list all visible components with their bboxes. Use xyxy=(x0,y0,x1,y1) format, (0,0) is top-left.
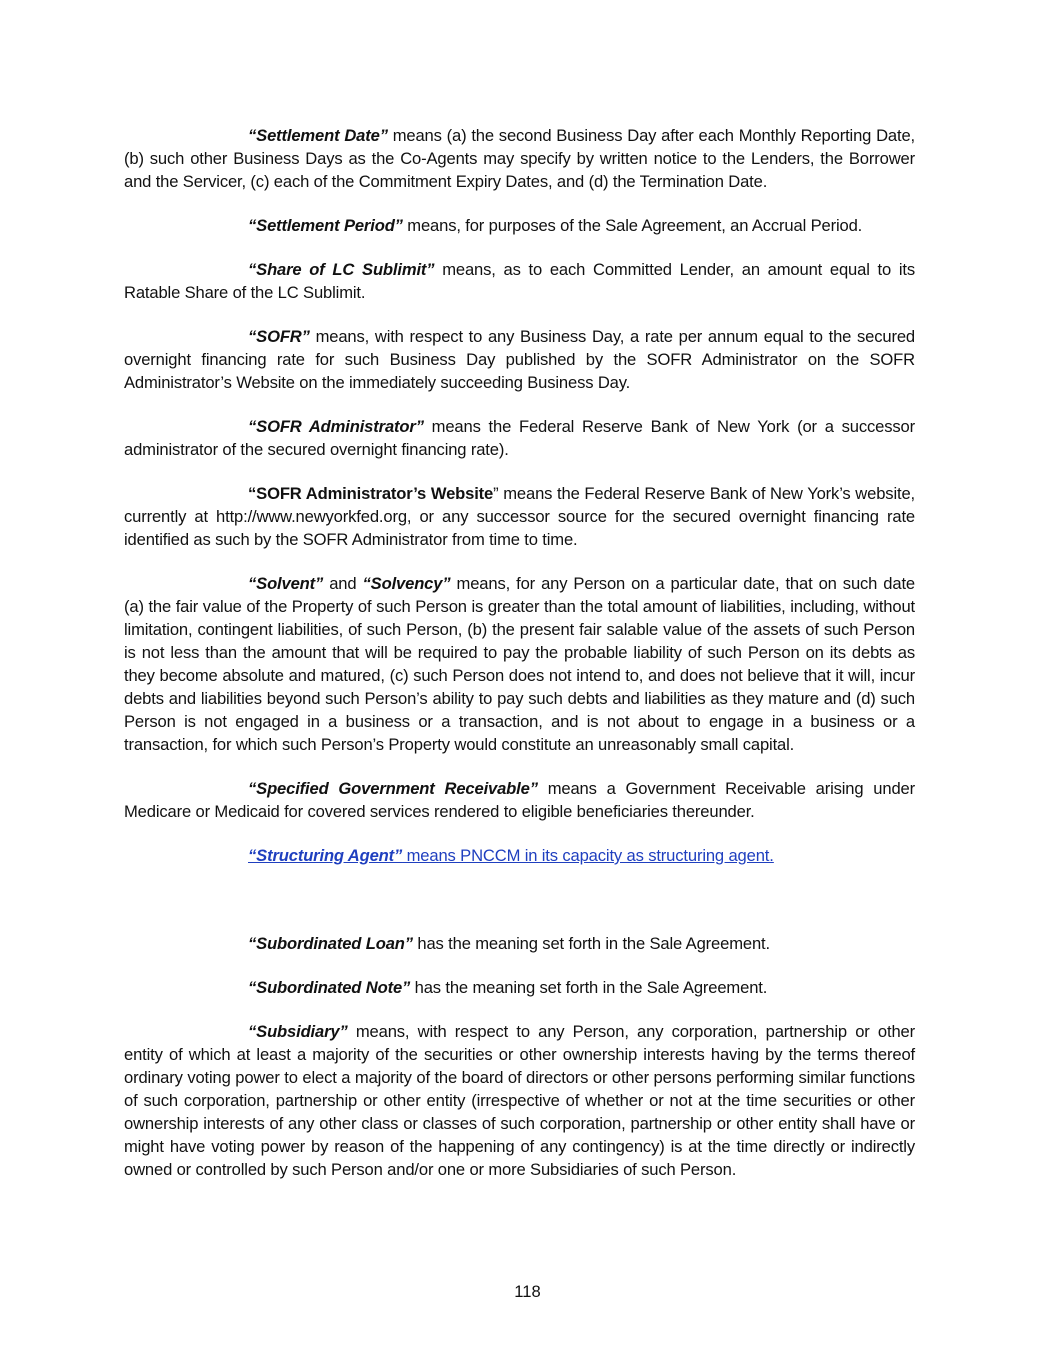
defined-term: “Subsidiary” xyxy=(248,1022,348,1041)
definition-text: means PNCCM in its capacity as structuring agent. xyxy=(402,846,774,865)
definition-settlement-date xyxy=(124,124,915,193)
defined-term: “Settlement Date” xyxy=(248,126,388,145)
definition-subordinated-loan xyxy=(124,932,915,955)
defined-term: “SOFR” xyxy=(248,327,310,346)
definition-text: means a Government Receivable arising under Medicare or Medicaid for covered services rendered to eligible beneficiaries thereunder. xyxy=(124,779,915,821)
definition-text: means the Federal Reserve Bank of New York (or a successor administrator of the secured overnight financing rate). xyxy=(124,417,915,459)
defined-term: “SOFR Administrator” xyxy=(248,417,424,436)
document-page xyxy=(124,124,915,1202)
defined-term: “Specified Government Receivable” xyxy=(248,779,538,798)
definition-sofr-administrators-website xyxy=(124,482,915,551)
definition-text: ” means the Federal Reserve Bank of New York’s website, currently at http://www.newyorkfed.org, or any successor source for the secured overnight financing rate identified as such by the SOFR Administrator from time to time. xyxy=(124,484,915,549)
structuring-agent-link[interactable] xyxy=(248,846,774,865)
blank-space xyxy=(124,888,915,932)
defined-term: “Settlement Period” xyxy=(248,216,403,235)
definition-structuring-agent xyxy=(124,844,915,867)
defined-term: “Subordinated Note” xyxy=(248,978,411,997)
defined-term: “SOFR Administrator’s Website xyxy=(248,484,494,503)
definition-share-of-lc-sublimit xyxy=(124,258,915,304)
definition-sofr xyxy=(124,325,915,394)
definition-subsidiary xyxy=(124,1020,915,1181)
definition-settlement-period xyxy=(124,214,915,237)
defined-term: “Share of LC Sublimit” xyxy=(248,260,435,279)
definition-text: means (a) the second Business Day after each Monthly Reporting Date, (b) such other Business Days as the Co-Agents may specify by written notice to the Lenders, the Borrower and the Servicer, (c) each of the Commitment Expiry Dates, and (d) the Termination Date. xyxy=(124,126,916,191)
definition-text: means, for purposes of the Sale Agreement, an Accrual Period. xyxy=(402,216,863,235)
definition-subordinated-note xyxy=(124,976,915,999)
definition-text: means, for any Person on a particular date, that on such date (a) the fair value of the Property of such Person is greater than the total amount of liabilities, including, without limitation, contingent liabilities, of such Person, (b) the present fair salable value of the assets of such Person is not less than the amount that will be required to pay the probable liability of such Person on its debts as they become absolute and matured, (c) such Person does not intend to, and does not believe that it will, incur debts and liabilities beyond such Person’s ability to pay such debts and liabilities as they mature and (d) such Person is not engaged in a business or a transaction, and is not about to engage in a business or a transaction, for which such Person’s Property would constitute an unreasonably small capital. xyxy=(124,574,915,754)
definition-text: means, with respect to any Business Day, a rate per annum equal to the secured overnight financing rate for such Business Day published by the SOFR Administrator on the SOFR Administrator’s Website on the immediately succeeding Business Day. xyxy=(124,327,915,392)
defined-term: “Solvency” xyxy=(362,574,451,593)
definition-specified-government-receivable xyxy=(124,777,915,823)
definition-solvent xyxy=(124,572,915,756)
definition-text: means, with respect to any Person, any corporation, partnership or other entity of which at least a majority of the securities or other ownership interests having by the terms thereof ordinary voting power to elect a majority of the board of directors or other persons performing similar functions of such corporation, partnership or other entity (irrespective of whether or not at the time securities or other ownership interests of any other class or classes of such corporation, partnership or other entity shall have or might have voting power by reason of the happening of any contingency) is at the time directly or indirectly owned or controlled by such Person and/or one or more Subsidiaries of such Person. xyxy=(124,1022,915,1179)
definition-sofr-administrator xyxy=(124,415,915,461)
defined-term: “Solvent” xyxy=(248,574,324,593)
definition-text: has the meaning set forth in the Sale Agreement. xyxy=(412,934,770,953)
page-number: 118 xyxy=(514,1282,541,1301)
definition-text: has the meaning set forth in the Sale Agreement. xyxy=(410,978,768,997)
definition-connector: and xyxy=(323,574,363,593)
definition-text: means, as to each Committed Lender, an amount equal to its Ratable Share of the LC Sublimit. xyxy=(124,260,915,302)
defined-term: “Structuring Agent” xyxy=(248,846,403,865)
defined-term: “Subordinated Loan” xyxy=(248,934,413,953)
